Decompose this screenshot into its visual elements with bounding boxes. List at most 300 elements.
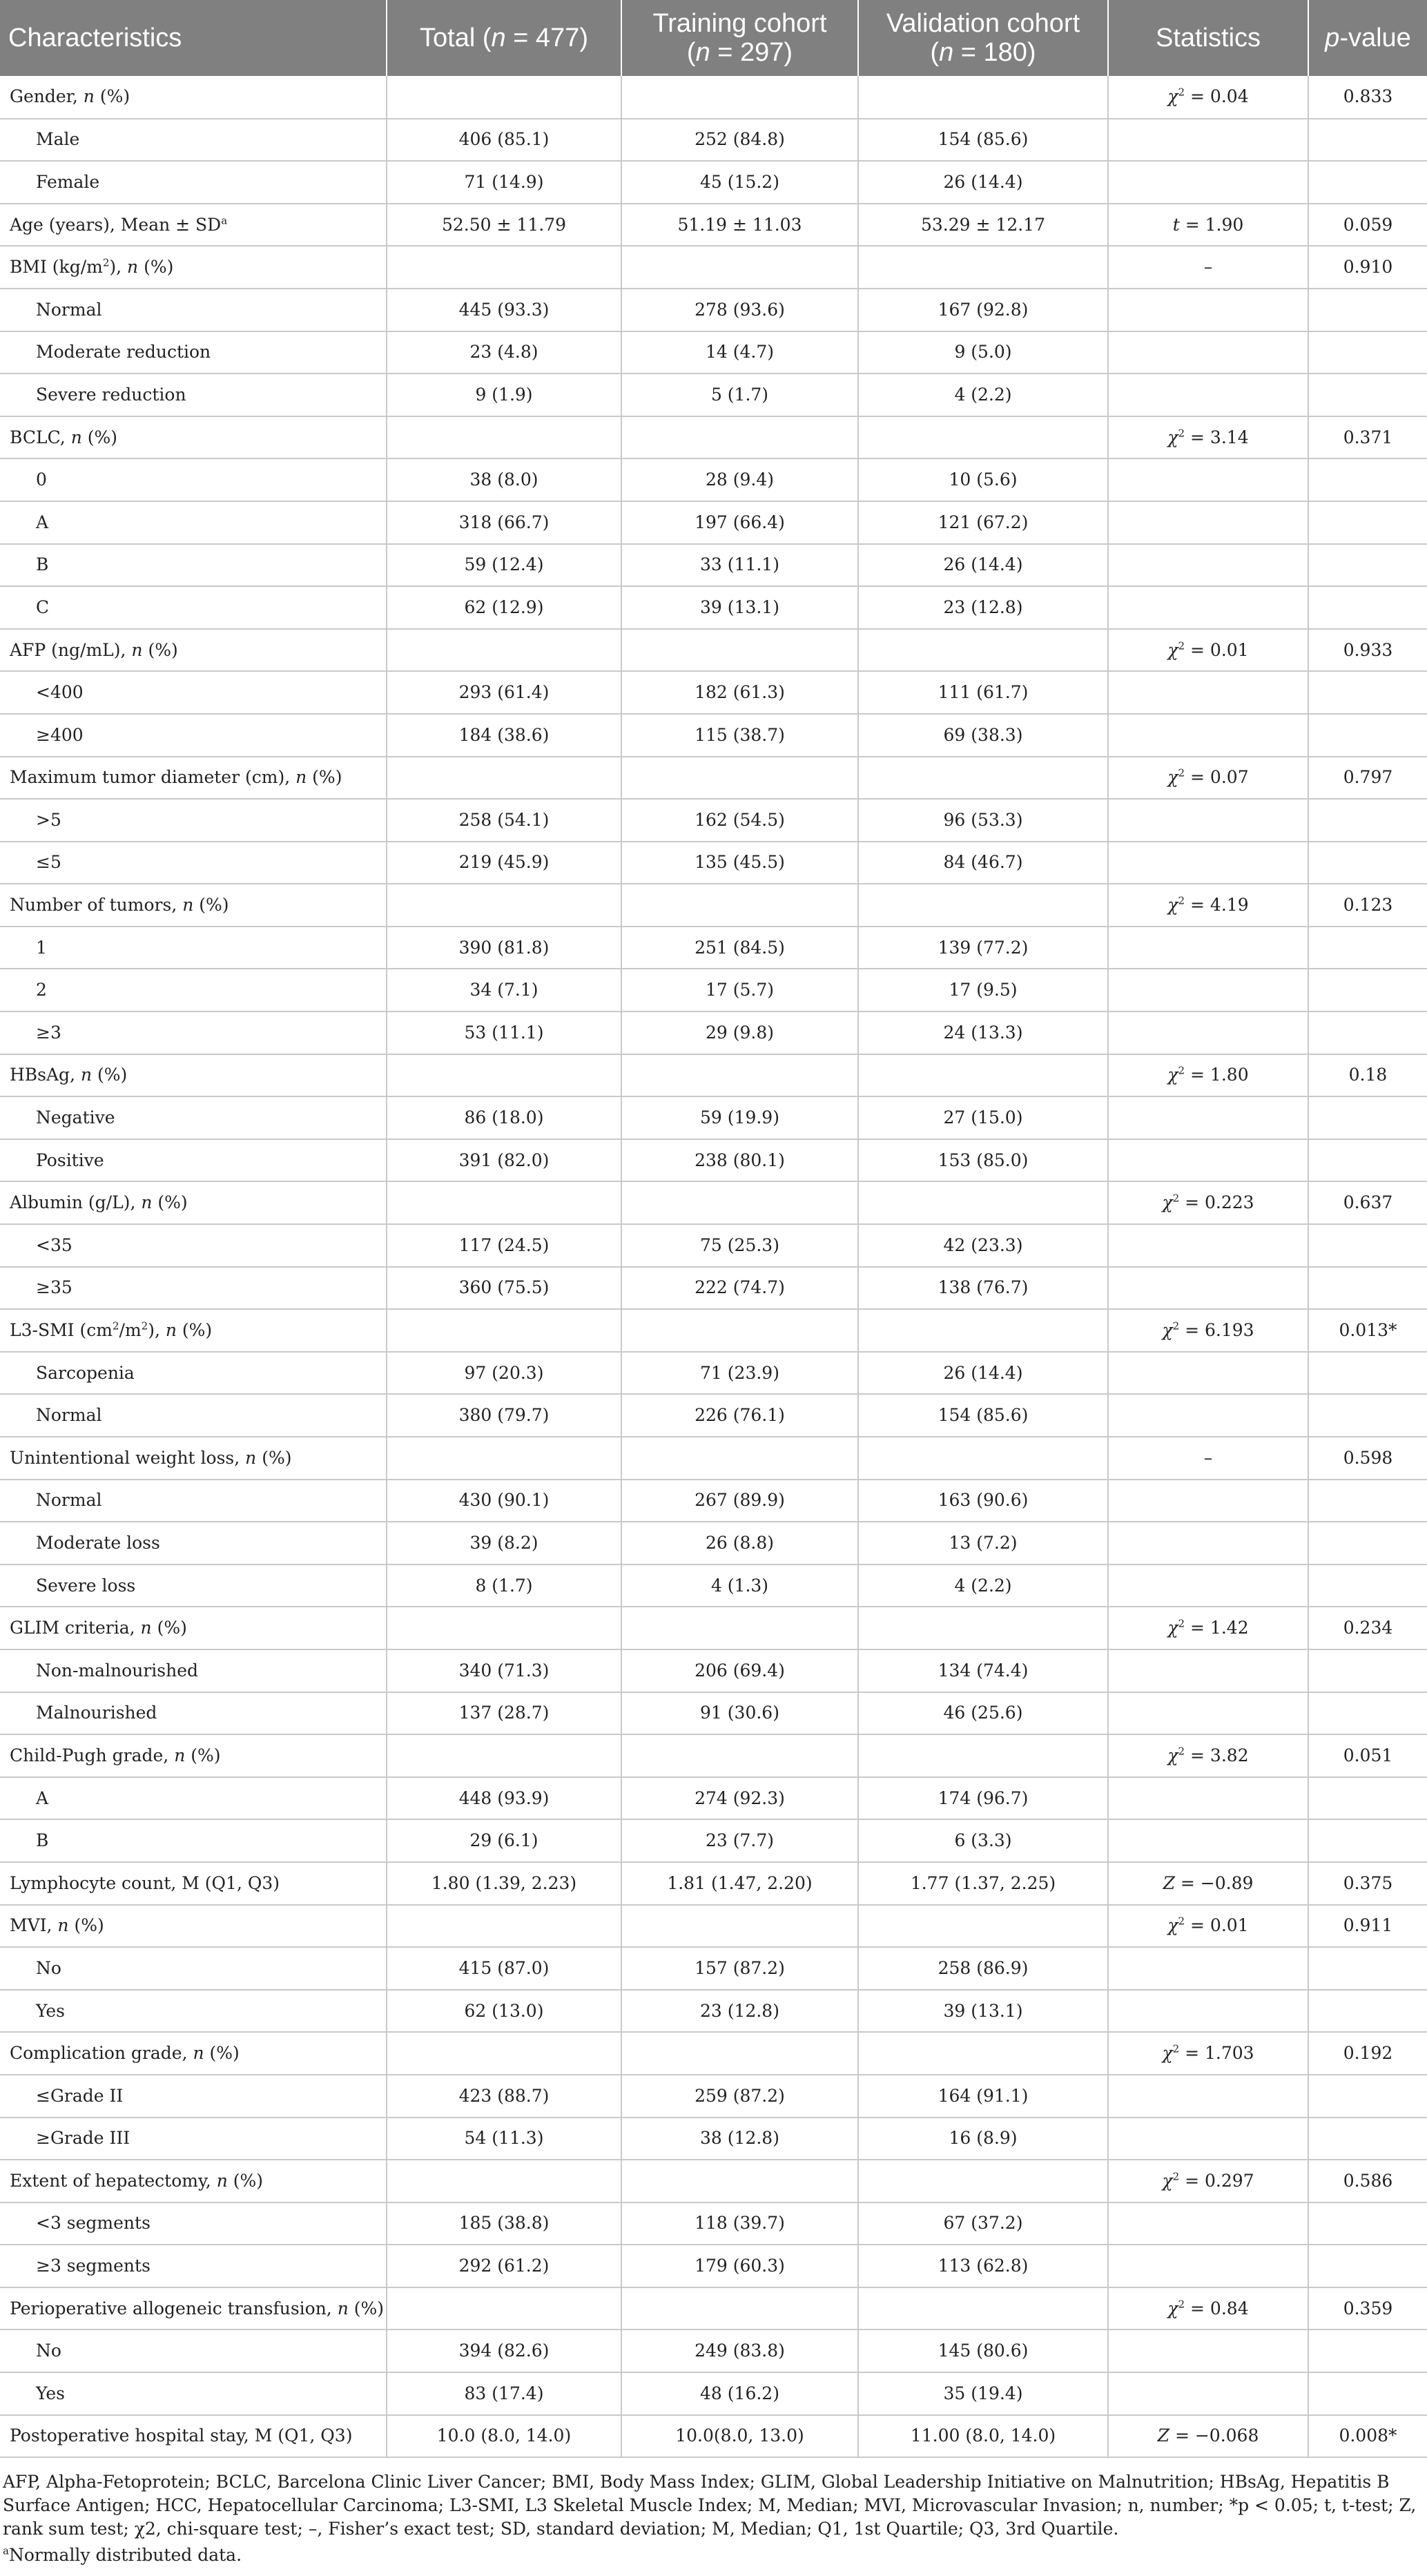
cell-statistics: Z = −0.89	[1108, 1862, 1308, 1905]
cell-total: 38 (8.0)	[387, 458, 621, 501]
cell-statistics	[1108, 2202, 1308, 2245]
cell-validation	[858, 1054, 1108, 1097]
row-label: <400	[0, 671, 387, 714]
cell-statistics	[1108, 1649, 1308, 1692]
cell-total: 10.0 (8.0, 14.0)	[387, 2415, 621, 2458]
cell-total: 39 (8.2)	[387, 1522, 621, 1565]
cell-p-value: 0.598	[1308, 1437, 1427, 1480]
cell-total: 340 (71.3)	[387, 1649, 621, 1692]
cell-statistics: $\chi^2 = 0.297$	[1108, 2160, 1308, 2202]
cell-training	[621, 1607, 858, 1649]
cell-training: 38 (12.8)	[621, 2118, 858, 2160]
cell-total: 219 (45.9)	[387, 842, 621, 884]
cell-training: 222 (74.7)	[621, 1267, 858, 1310]
cell-training: 162 (54.5)	[621, 799, 858, 842]
table-row	[0, 246, 1427, 289]
cell-training: 39 (13.1)	[621, 586, 858, 629]
cell-total: 53 (11.1)	[387, 1011, 621, 1054]
table-row	[0, 458, 1427, 501]
cell-statistics: $\chi^2 = 3.82$	[1108, 1734, 1308, 1777]
table-header-row	[0, 0, 1427, 76]
cell-p-value: 0.234	[1308, 1607, 1427, 1649]
cell-training: 4 (1.3)	[621, 1565, 858, 1607]
cell-statistics	[1108, 1522, 1308, 1565]
cell-p-value: 0.910	[1308, 246, 1427, 289]
cell-total	[387, 76, 621, 119]
table-row	[0, 2287, 1427, 2330]
cell-training	[621, 1437, 858, 1480]
table-row	[0, 501, 1427, 544]
row-label: ≥400	[0, 714, 387, 757]
cell-statistics	[1108, 1352, 1308, 1395]
table-row	[0, 331, 1427, 374]
row-label: A	[0, 501, 387, 544]
cell-validation	[858, 1437, 1108, 1480]
cell-total: 117 (24.5)	[387, 1224, 621, 1267]
cell-validation: 53.29 ± 12.17	[858, 204, 1108, 246]
cell-validation	[858, 1607, 1108, 1649]
cell-total	[387, 2287, 621, 2330]
row-label: <35	[0, 1224, 387, 1267]
table-row	[0, 2372, 1427, 2415]
cell-p-value	[1308, 842, 1427, 884]
cell-validation: 26 (14.4)	[858, 1352, 1108, 1395]
cell-statistics: –	[1108, 1437, 1308, 1480]
cell-p-value: 0.051	[1308, 1734, 1427, 1777]
cell-validation: 84 (46.7)	[858, 842, 1108, 884]
cell-total: 23 (4.8)	[387, 331, 621, 374]
cell-statistics: $\chi^2 = 1.42$	[1108, 1607, 1308, 1649]
cell-statistics	[1108, 842, 1308, 884]
row-label: >5	[0, 799, 387, 842]
cell-training: 182 (61.3)	[621, 671, 858, 714]
cell-training: 75 (25.3)	[621, 1224, 858, 1267]
cell-training	[621, 884, 858, 927]
row-label: Moderate loss	[0, 1522, 387, 1565]
cell-training	[621, 76, 858, 119]
cell-p-value	[1308, 2118, 1427, 2160]
cell-validation: 174 (96.7)	[858, 1777, 1108, 1820]
cell-statistics	[1108, 331, 1308, 374]
cell-p-value	[1308, 927, 1427, 969]
header-validation-cohort: Validation cohort (n = 180)	[858, 0, 1108, 76]
cell-statistics	[1108, 1394, 1308, 1437]
table-row	[0, 544, 1427, 587]
table-row	[0, 76, 1427, 119]
cell-training: 29 (9.8)	[621, 1011, 858, 1054]
cell-statistics	[1108, 714, 1308, 757]
cell-validation	[858, 1309, 1108, 1352]
row-label: Normal	[0, 1480, 387, 1522]
cell-p-value: 0.059	[1308, 204, 1427, 246]
cell-p-value	[1308, 1990, 1427, 2033]
table-row	[0, 2160, 1427, 2202]
cell-validation: 69 (38.3)	[858, 714, 1108, 757]
row-label: AFP (ng/mL), n (%)	[0, 629, 387, 672]
cell-validation: 154 (85.6)	[858, 1394, 1108, 1437]
row-label: Female	[0, 161, 387, 204]
table-row	[0, 884, 1427, 927]
row-label: Male	[0, 119, 387, 162]
cell-p-value: 0.375	[1308, 1862, 1427, 1905]
row-label: Positive	[0, 1139, 387, 1182]
cell-training: 249 (83.8)	[621, 2330, 858, 2372]
cell-validation	[858, 1905, 1108, 1948]
cell-p-value: 0.911	[1308, 1905, 1427, 1948]
row-label: ≥3 segments	[0, 2245, 387, 2287]
cell-total: 137 (28.7)	[387, 1692, 621, 1735]
cell-p-value	[1308, 2245, 1427, 2287]
row-label: No	[0, 1947, 387, 1990]
table-row	[0, 1139, 1427, 1182]
row-label: 0	[0, 458, 387, 501]
cell-training: 33 (11.1)	[621, 544, 858, 587]
cell-p-value	[1308, 2202, 1427, 2245]
table-row	[0, 2415, 1427, 2458]
cell-training: 71 (23.9)	[621, 1352, 858, 1395]
table-row	[0, 714, 1427, 757]
table-row	[0, 1777, 1427, 1820]
cell-statistics	[1108, 1480, 1308, 1522]
row-label: Negative	[0, 1096, 387, 1139]
cell-total	[387, 629, 621, 672]
header-characteristics: Characteristics	[0, 0, 387, 76]
cell-total: 185 (38.8)	[387, 2202, 621, 2245]
row-label: B	[0, 1819, 387, 1862]
cell-validation: 11.00 (8.0, 14.0)	[858, 2415, 1108, 2458]
cell-total	[387, 416, 621, 459]
cell-validation: 46 (25.6)	[858, 1692, 1108, 1735]
table-footnote	[0, 2458, 1427, 2567]
cell-statistics: $\chi^2 = 0.01$	[1108, 1905, 1308, 1948]
row-label: <3 segments	[0, 2202, 387, 2245]
row-label: BMI $(kg/m^2)$, n (%)	[0, 246, 387, 289]
cell-statistics: Z = −0.068	[1108, 2415, 1308, 2458]
header-p-value: p-value	[1308, 0, 1427, 76]
cell-p-value	[1308, 1692, 1427, 1735]
cell-statistics	[1108, 1011, 1308, 1054]
cell-validation: 26 (14.4)	[858, 161, 1108, 204]
cell-validation: 67 (37.2)	[858, 2202, 1108, 2245]
cell-total: 292 (61.2)	[387, 2245, 621, 2287]
cell-p-value	[1308, 1522, 1427, 1565]
table-row	[0, 1607, 1427, 1649]
cell-training: 267 (89.9)	[621, 1480, 858, 1522]
table-row	[0, 671, 1427, 714]
cell-p-value	[1308, 1480, 1427, 1522]
table-row	[0, 374, 1427, 416]
cell-statistics	[1108, 1096, 1308, 1139]
row-label: BCLC, n (%)	[0, 416, 387, 459]
cell-total: 258 (54.1)	[387, 799, 621, 842]
cell-statistics	[1108, 927, 1308, 969]
row-label: Severe reduction	[0, 374, 387, 416]
cell-p-value	[1308, 586, 1427, 629]
cell-statistics: $\chi^2 = 0.04$	[1108, 76, 1308, 119]
cell-statistics: $\chi^2 = 6.193$	[1108, 1309, 1308, 1352]
row-label: Perioperative allogeneic transfusion, n (%)	[0, 2287, 387, 2330]
row-label: MVI, n (%)	[0, 1905, 387, 1948]
cell-total: 390 (81.8)	[387, 927, 621, 969]
cell-statistics	[1108, 1990, 1308, 2033]
cell-validation	[858, 1181, 1108, 1224]
cell-total	[387, 1437, 621, 1480]
cell-total: 448 (93.9)	[387, 1777, 621, 1820]
cell-validation: 154 (85.6)	[858, 119, 1108, 162]
table-row	[0, 1054, 1427, 1097]
cell-total: 86 (18.0)	[387, 1096, 621, 1139]
cell-validation: 13 (7.2)	[858, 1522, 1108, 1565]
cell-p-value	[1308, 671, 1427, 714]
cell-validation: 1.77 (1.37, 2.25)	[858, 1862, 1108, 1905]
row-label: C	[0, 586, 387, 629]
cell-training: 118 (39.7)	[621, 2202, 858, 2245]
table-row	[0, 757, 1427, 800]
row-label: Child-Pugh grade, n (%)	[0, 1734, 387, 1777]
table-row	[0, 969, 1427, 1011]
cell-training	[621, 416, 858, 459]
cell-training: 28 (9.4)	[621, 458, 858, 501]
cell-p-value: 0.933	[1308, 629, 1427, 672]
row-label: A	[0, 1777, 387, 1820]
cell-p-value	[1308, 1139, 1427, 1182]
cell-p-value: 0.637	[1308, 1181, 1427, 1224]
cell-p-value	[1308, 544, 1427, 587]
cell-training: 45 (15.2)	[621, 161, 858, 204]
cell-training: 5 (1.7)	[621, 374, 858, 416]
cell-p-value: 0.586	[1308, 2160, 1427, 2202]
table-row	[0, 842, 1427, 884]
cell-p-value	[1308, 1096, 1427, 1139]
cell-statistics	[1108, 119, 1308, 162]
cell-training: 251 (84.5)	[621, 927, 858, 969]
table-row	[0, 586, 1427, 629]
header-total: Total (n = 477)	[387, 0, 621, 76]
cell-total: 71 (14.9)	[387, 161, 621, 204]
cell-p-value	[1308, 374, 1427, 416]
table-row	[0, 289, 1427, 331]
cell-p-value	[1308, 799, 1427, 842]
table-row	[0, 1990, 1427, 2033]
cell-statistics: t = 1.90	[1108, 204, 1308, 246]
row-label: Yes	[0, 1990, 387, 2033]
cell-training	[621, 1905, 858, 1948]
cell-training: 23 (7.7)	[621, 1819, 858, 1862]
cell-statistics: $\chi^2 = 4.19$	[1108, 884, 1308, 927]
cell-total	[387, 1905, 621, 1948]
cell-training: 226 (76.1)	[621, 1394, 858, 1437]
cell-validation: 163 (90.6)	[858, 1480, 1108, 1522]
cell-p-value	[1308, 1947, 1427, 1990]
header-statistics: Statistics	[1108, 0, 1308, 76]
row-label: Complication grade, n (%)	[0, 2032, 387, 2075]
cell-p-value	[1308, 289, 1427, 331]
table-row	[0, 629, 1427, 672]
cell-total	[387, 1181, 621, 1224]
cell-training	[621, 1309, 858, 1352]
cell-validation	[858, 884, 1108, 927]
table-row	[0, 2118, 1427, 2160]
cell-validation: 16 (8.9)	[858, 2118, 1108, 2160]
cell-total	[387, 757, 621, 800]
cell-training: 278 (93.6)	[621, 289, 858, 331]
cell-statistics	[1108, 969, 1308, 1011]
cell-validation	[858, 757, 1108, 800]
table-row	[0, 1819, 1427, 1862]
cell-p-value: 0.18	[1308, 1054, 1427, 1097]
cell-total: 318 (66.7)	[387, 501, 621, 544]
cell-training: 26 (8.8)	[621, 1522, 858, 1565]
cell-total: 293 (61.4)	[387, 671, 621, 714]
table-row	[0, 1309, 1427, 1352]
cell-validation: 96 (53.3)	[858, 799, 1108, 842]
cell-validation: 145 (80.6)	[858, 2330, 1108, 2372]
cell-p-value: 0.833	[1308, 76, 1427, 119]
cell-total: 97 (20.3)	[387, 1352, 621, 1395]
cell-total	[387, 1309, 621, 1352]
cell-statistics	[1108, 2118, 1308, 2160]
row-label: Yes	[0, 2372, 387, 2415]
cell-p-value	[1308, 161, 1427, 204]
cell-p-value	[1308, 1352, 1427, 1395]
cell-total: 184 (38.6)	[387, 714, 621, 757]
cell-total: 391 (82.0)	[387, 1139, 621, 1182]
cell-total: 83 (17.4)	[387, 2372, 621, 2415]
cell-training: 115 (38.7)	[621, 714, 858, 757]
cell-validation: 138 (76.7)	[858, 1267, 1108, 1310]
cell-total: 430 (90.1)	[387, 1480, 621, 1522]
table-row	[0, 2202, 1427, 2245]
table-row	[0, 416, 1427, 459]
cell-statistics	[1108, 458, 1308, 501]
cell-total: 52.50 ± 11.79	[387, 204, 621, 246]
row-label: Severe loss	[0, 1565, 387, 1607]
cell-p-value	[1308, 2075, 1427, 2118]
cell-p-value	[1308, 1565, 1427, 1607]
cell-validation: 35 (19.4)	[858, 2372, 1108, 2415]
table-row	[0, 1649, 1427, 1692]
cell-training	[621, 757, 858, 800]
row-label: Moderate reduction	[0, 331, 387, 374]
cell-training: 238 (80.1)	[621, 1139, 858, 1182]
row-label: ≥3	[0, 1011, 387, 1054]
cell-p-value	[1308, 1819, 1427, 1862]
cell-training: 197 (66.4)	[621, 501, 858, 544]
table-row	[0, 2245, 1427, 2287]
cell-p-value	[1308, 119, 1427, 162]
cell-statistics	[1108, 289, 1308, 331]
row-label: ≤Grade II	[0, 2075, 387, 2118]
cell-statistics	[1108, 1267, 1308, 1310]
cell-statistics	[1108, 2372, 1308, 2415]
row-label: 1	[0, 927, 387, 969]
cell-validation: 24 (13.3)	[858, 1011, 1108, 1054]
table-row	[0, 161, 1427, 204]
cell-training	[621, 1181, 858, 1224]
cell-total: 9 (1.9)	[387, 374, 621, 416]
row-label: Sarcopenia	[0, 1352, 387, 1395]
cell-training: 135 (45.5)	[621, 842, 858, 884]
cell-statistics	[1108, 1139, 1308, 1182]
cell-total	[387, 1054, 621, 1097]
cell-statistics	[1108, 501, 1308, 544]
table-row	[0, 1947, 1427, 1990]
cell-validation: 4 (2.2)	[858, 1565, 1108, 1607]
table-row	[0, 1480, 1427, 1522]
row-label: Unintentional weight loss, n (%)	[0, 1437, 387, 1480]
cell-total: 423 (88.7)	[387, 2075, 621, 2118]
cell-training: 14 (4.7)	[621, 331, 858, 374]
row-label: Normal	[0, 1394, 387, 1437]
cell-p-value: 0.192	[1308, 2032, 1427, 2075]
cell-validation: 26 (14.4)	[858, 544, 1108, 587]
cell-validation: 121 (67.2)	[858, 501, 1108, 544]
table-row	[0, 2330, 1427, 2372]
row-label: Postoperative hospital stay, M (Q1, Q3)	[0, 2415, 387, 2458]
table-row	[0, 1224, 1427, 1267]
cell-p-value: 0.371	[1308, 416, 1427, 459]
row-label: Malnourished	[0, 1692, 387, 1735]
row-label: ≥35	[0, 1267, 387, 1310]
cell-total	[387, 1607, 621, 1649]
table-row	[0, 2032, 1427, 2075]
cell-validation: 164 (91.1)	[858, 2075, 1108, 2118]
cell-statistics	[1108, 799, 1308, 842]
cell-statistics	[1108, 2330, 1308, 2372]
cell-statistics	[1108, 374, 1308, 416]
cell-p-value	[1308, 1224, 1427, 1267]
cell-p-value: 0.013*	[1308, 1309, 1427, 1352]
cell-validation: 113 (62.8)	[858, 2245, 1108, 2287]
cell-validation	[858, 629, 1108, 672]
cell-statistics: $\chi^2 = 1.703$	[1108, 2032, 1308, 2075]
cell-total: 8 (1.7)	[387, 1565, 621, 1607]
cell-training: 206 (69.4)	[621, 1649, 858, 1692]
cell-validation	[858, 2287, 1108, 2330]
row-label: B	[0, 544, 387, 587]
cell-validation: 139 (77.2)	[858, 927, 1108, 969]
table-row	[0, 1096, 1427, 1139]
cell-statistics: –	[1108, 246, 1308, 289]
table-row	[0, 1352, 1427, 1395]
table-body	[0, 76, 1427, 2457]
row-label: ≥Grade III	[0, 2118, 387, 2160]
table-row	[0, 1734, 1427, 1777]
cell-training: 157 (87.2)	[621, 1947, 858, 1990]
cell-p-value	[1308, 714, 1427, 757]
cell-p-value: 0.123	[1308, 884, 1427, 927]
cell-validation: 134 (74.4)	[858, 1649, 1108, 1692]
cell-validation	[858, 76, 1108, 119]
cell-validation: 23 (12.8)	[858, 586, 1108, 629]
cell-training	[621, 1734, 858, 1777]
table-row	[0, 927, 1427, 969]
cell-training	[621, 2160, 858, 2202]
cell-training: 10.0(8.0, 13.0)	[621, 2415, 858, 2458]
cell-validation: 39 (13.1)	[858, 1990, 1108, 2033]
row-label: Lymphocyte count, M (Q1, Q3)	[0, 1862, 387, 1905]
cell-training: 48 (16.2)	[621, 2372, 858, 2415]
row-label: Maximum tumor diameter (cm), n (%)	[0, 757, 387, 800]
cell-p-value	[1308, 1649, 1427, 1692]
cell-statistics	[1108, 2075, 1308, 2118]
cell-statistics: $\chi^2 = 0.223$	[1108, 1181, 1308, 1224]
cell-statistics	[1108, 1947, 1308, 1990]
row-label: No	[0, 2330, 387, 2372]
cell-statistics: $\chi^2 = 0.01$	[1108, 629, 1308, 672]
cell-p-value	[1308, 458, 1427, 501]
cell-training: 59 (19.9)	[621, 1096, 858, 1139]
